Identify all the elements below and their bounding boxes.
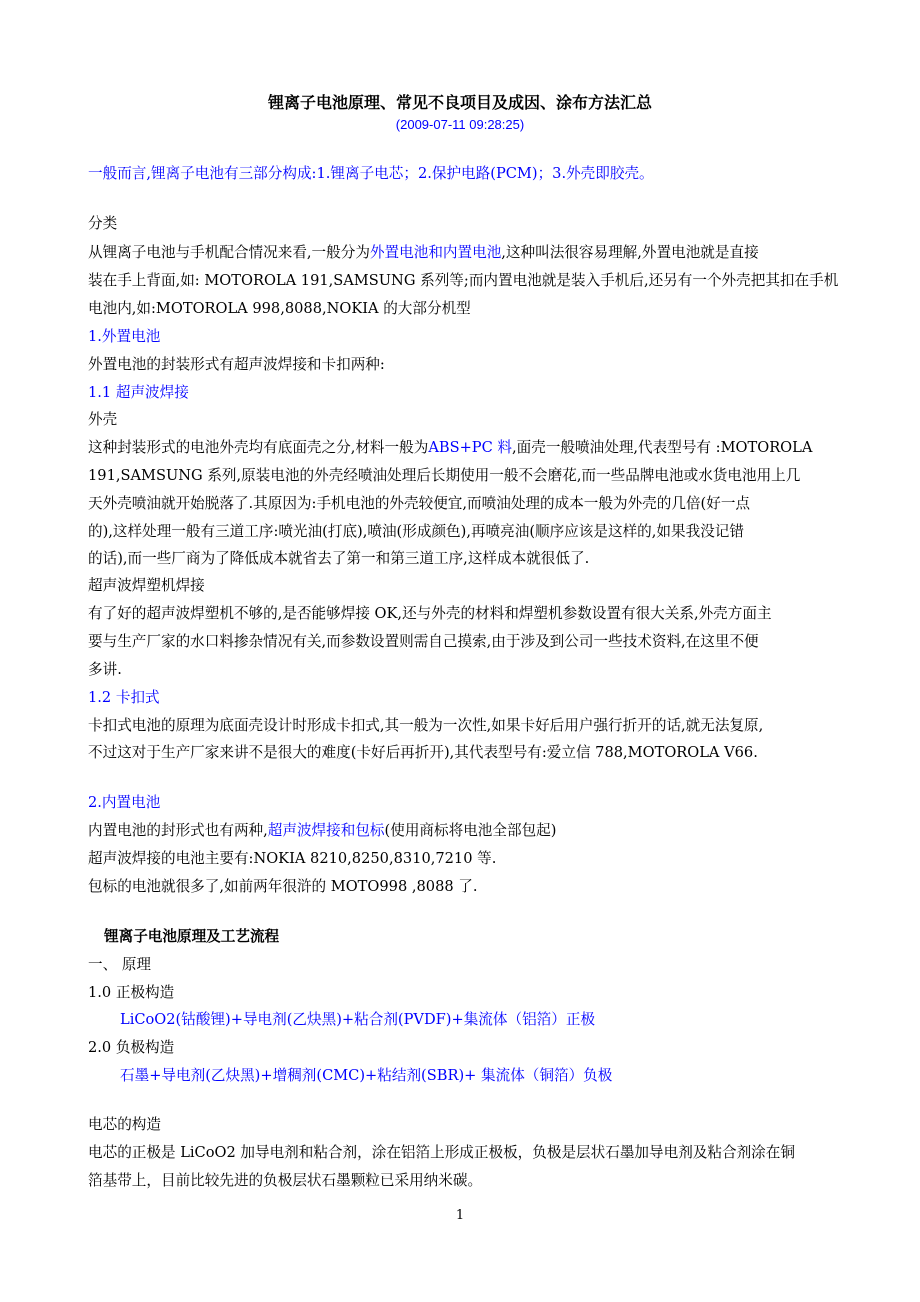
- paragraph-line: [88, 821, 556, 841]
- text-span: ,这种叫法很容易理解,外置电池就是直接: [501, 244, 759, 261]
- paragraph-line: 不过这对于生产厂家来讲不是很大的难度(卡好后再折开),其代表型号有:爱立信 788,MOTOROLA V66.: [88, 744, 758, 761]
- paragraph-line: 的话),而一些厂商为了降低成本就省去了第一和第三道工序,这样成本就很低了.: [88, 550, 590, 567]
- heading-internal-battery: 2.内置电池: [88, 794, 161, 811]
- text-span: (使用商标将电池全部包起): [384, 822, 557, 839]
- paragraph-line: 电池内,如:MOTOROLA 998,8088,NOKIA 的大部分机型: [88, 300, 471, 317]
- paragraph-line: 多讲.: [88, 661, 122, 678]
- paragraph-line: 外置电池的封装形式有超声波焊接和卡扣两种:: [88, 356, 385, 373]
- paragraph-line: 有了好的超声波焊塑机不够的,是否能够焊接 OK,还与外壳的材料和焊塑机参数设置有很大关系,外壳方面主: [88, 605, 772, 622]
- section-heading: 锂离子电池原理及工艺流程: [104, 928, 280, 945]
- paragraph-line: 包标的电池就很多了,如前两年很浒的 MOTO998 ,8088 了.: [88, 878, 478, 895]
- highlight-span: 外置电池和内置电池: [369, 244, 502, 261]
- outline-item: 一、 原理: [88, 956, 152, 973]
- highlight-span: ABS+PC 料: [428, 439, 513, 456]
- text-span: 内置电池的封形式也有两种,: [88, 822, 268, 839]
- document-title: 锂离子电池原理、常见不良项目及成因、涂布方法汇总: [267, 93, 652, 112]
- document-date: (2009-07-11 09:28:25): [395, 117, 525, 132]
- paragraph-line: 装在手上背面,如: MOTOROLA 191,SAMSUNG 系列等;而内置电池就是装入手机后,还另有一个外壳把其扣在手机: [88, 272, 839, 289]
- text-span: 从锂离子电池与手机配合情况来看,一般分为: [88, 244, 370, 261]
- paragraph-line: 天外壳喷油就开始脱落了.其原因为:手机电池的外壳较便宜,而喷油处理的成本一般为外壳的几倍(好一点: [88, 495, 751, 512]
- text-span: ,面壳一般喷油处理,代表型号有 :MOTOROLA: [512, 439, 813, 456]
- heading-snap-fit: 1.2 卡扣式: [88, 689, 160, 706]
- heading-external-battery: 1.外置电池: [88, 328, 161, 345]
- paragraph-line: 卡扣式电池的原理为底面壳设计时形成卡扣式,其一般为一次性,如果卡好后用户强行折开的话,就无法复原,: [88, 717, 764, 734]
- paragraph-line: 电芯的正极是 LiCoO2 加导电剂和粘合剂，涂在铝箔上形成正极板，负极是层状石墨加导电剂及粘合剂涂在铜: [88, 1144, 795, 1161]
- paragraph-line: 191,SAMSUNG 系列,原装电池的外壳经喷油处理后长期使用一般不会磨花,而一些品牌电池或水货电池用上几: [88, 467, 801, 484]
- paragraph-line: 箔基带上，目前比较先进的负极层状石墨颗粒已采用纳米碳。: [88, 1172, 483, 1189]
- anode-formula: 石墨+导电剂(乙炔黑)+增稠剂(CMC)+粘结剂(SBR)+ 集流体（铜箔）负极: [120, 1067, 613, 1084]
- paragraph-line: [88, 243, 759, 263]
- outline-item: 1.0 正极构造: [88, 984, 175, 1001]
- paragraph-line: [88, 438, 812, 458]
- heading-classification: 分类: [88, 215, 118, 232]
- page-number: 1: [455, 1208, 465, 1223]
- text-span: 这种封装形式的电池外壳均有底面壳之分,材料一般为: [88, 439, 429, 456]
- cathode-formula: LiCoO2(钴酸锂)+导电剂(乙炔黑)+粘合剂(PVDF)+集流体（铝箔）正极: [120, 1011, 596, 1028]
- subheading-cell-structure: 电芯的构造: [88, 1116, 161, 1133]
- highlight-span: 超声波焊接和包标: [267, 822, 385, 839]
- paragraph-line: 要与生产厂家的水口料掺杂情况有关,而参数设置则需自己摸索,由于涉及到公司一些技术资料,在这里不便: [88, 633, 759, 650]
- outline-item: 2.0 负极构造: [88, 1039, 175, 1056]
- subheading-shell: 外壳: [88, 411, 118, 428]
- paragraph-line: 超声波焊接的电池主要有:NOKIA 8210,8250,8310,7210 等.: [88, 850, 497, 867]
- subheading-welding-machine: 超声波焊塑机焊接: [88, 577, 205, 594]
- intro-paragraph: 一般而言,锂离子电池有三部分构成:1.锂离子电芯；2.保护电路(PCM)；3.外壳即胶壳。: [88, 165, 654, 182]
- heading-ultrasonic-welding: 1.1 超声波焊接: [88, 384, 189, 401]
- paragraph-line: 的),这样处理一般有三道工序:喷光油(打底),喷油(形成颜色),再喷亮油(顺序应该是这样的,如果我没记错: [88, 523, 744, 540]
